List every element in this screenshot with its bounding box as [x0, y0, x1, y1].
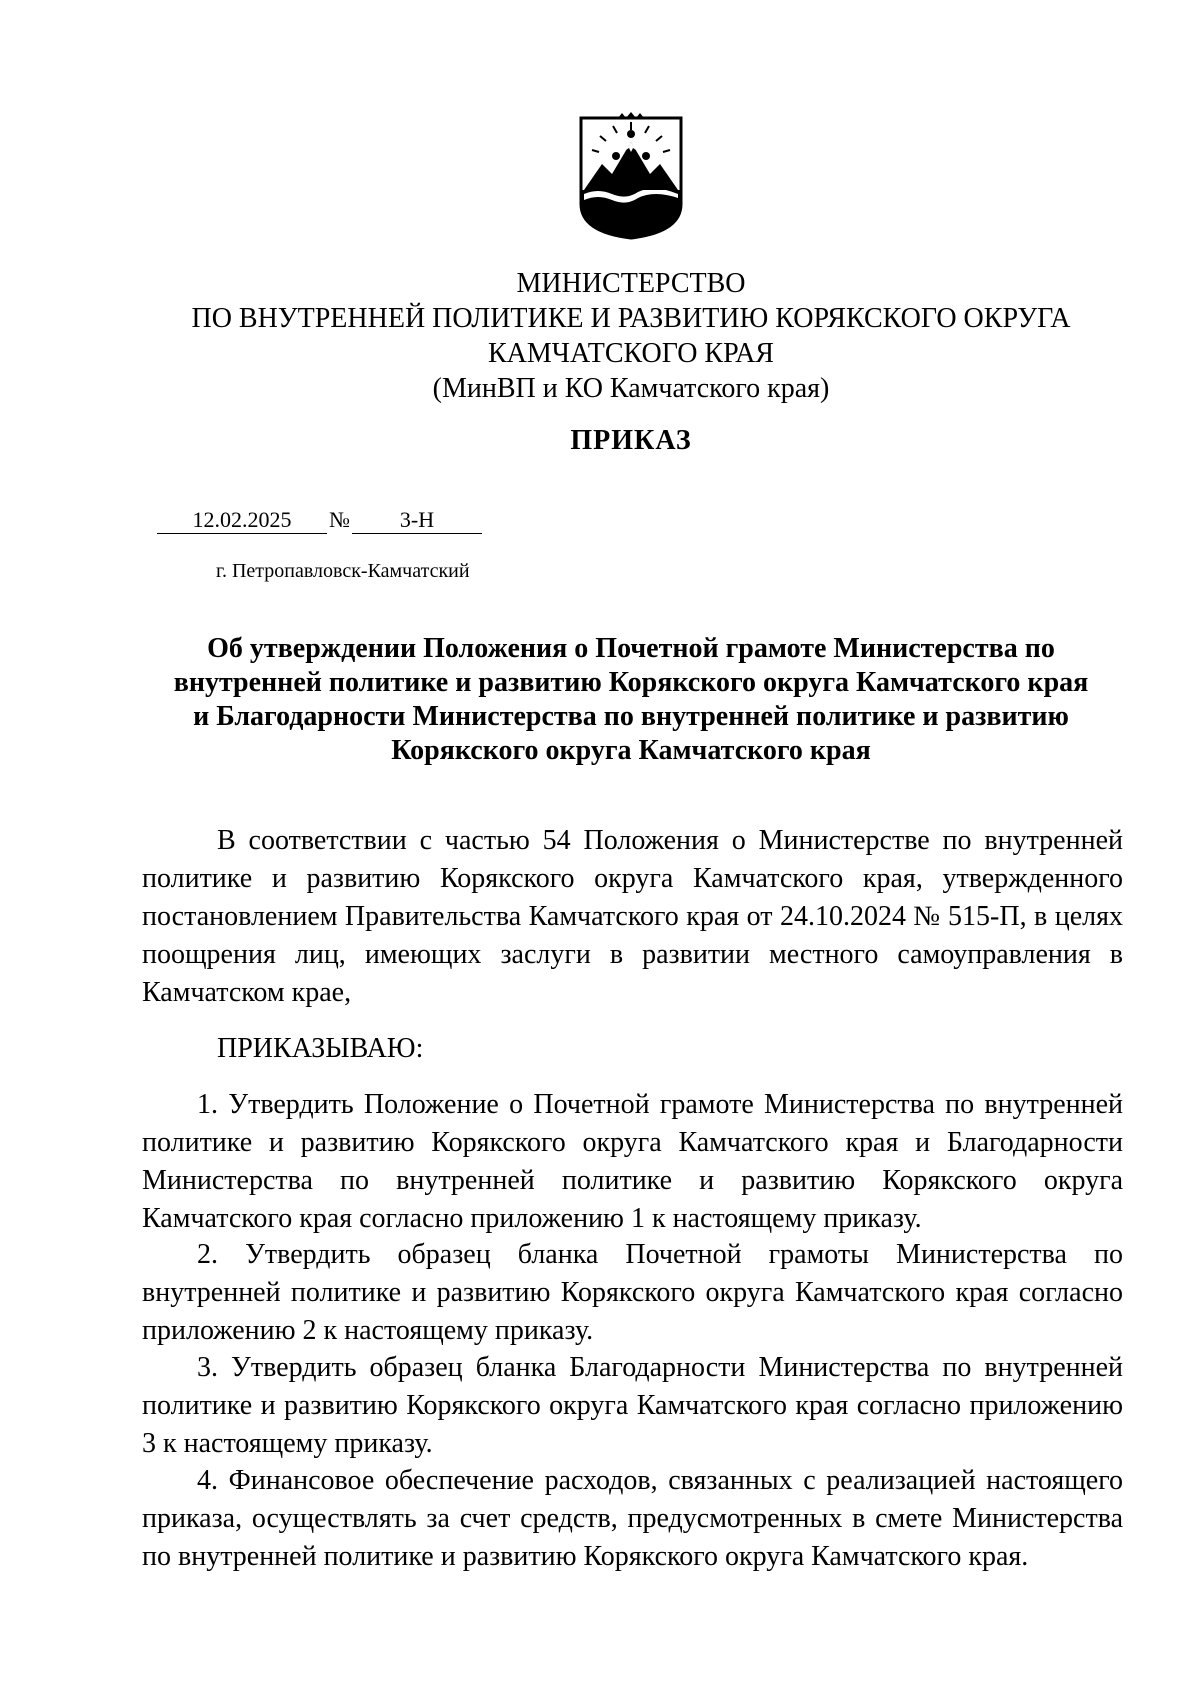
subject-line: Корякского округа Камчатского края	[391, 735, 871, 766]
order-subject	[140, 632, 1122, 768]
ministry-abbreviation: (МинВП и КО Камчатского края)	[432, 373, 830, 404]
number-sign: №	[329, 507, 350, 532]
order-number: 3-Н	[352, 507, 482, 534]
document-type-title: ПРИКАЗ	[570, 425, 692, 456]
order-directive-word: ПРИКАЗЫВАЮ:	[217, 1033, 424, 1064]
order-item-3: 3. Утвердить образец бланка Благодарности Министерства по внутренней политике и развитию Корякского округа Камчатского края согласно приложению 3 к настоящему приказу.	[142, 1352, 1123, 1459]
order-item-4: 4. Финансовое обеспечение расходов, связанных с реализацией настоящего приказа, осуществлять за счет средств, предусмотренных в смете Министерства по внутренней политике и развитию Корякского округа Камчатского края.	[142, 1465, 1123, 1572]
subject-line: и Благодарности Министерства по внутренней политике и развитию	[193, 701, 1069, 732]
order-item-1: 1. Утвердить Положение о Почетной грамоте Министерства по внутренней политике и развитию Корякского округа Камчатского края и Благодарности Министерства по внутренней политике и развитию Корякского округа Камчатского края согласно приложению 1 к настоящему приказу.	[142, 1089, 1123, 1234]
order-city: г. Петропавловск-Камчатский	[216, 560, 470, 582]
preamble-paragraph: В соответствии с частью 54 Положения о Министерстве по внутренней политике и развитию Корякского округа Камчатского края, утвержденного постановлением Правительства Камчатского края от 24.10.2024 № 515-П, в целях поощрения лиц, имеющих заслуги в развитии местного самоуправления в Камчатском крае,	[142, 825, 1123, 1008]
order-date: 12.02.2025	[157, 507, 327, 534]
ministry-title-line2: ПО ВНУТРЕННЕЙ ПОЛИТИКЕ И РАЗВИТИЮ КОРЯКСКОГО ОКРУГА	[191, 303, 1071, 334]
subject-line: внутренней политике и развитию Корякского округа Камчатского края	[173, 667, 1089, 698]
subject-line: Об утверждении Положения о Почетной грамоте Министерства по	[207, 633, 1055, 664]
ministry-title-line3: КАМЧАТСКОГО КРАЯ	[487, 338, 774, 369]
order-item-2: 2. Утвердить образец бланка Почетной грамоты Министерства по внутренней политике и развитию Корякского округа Камчатского края согласно приложению 2 к настоящему приказу.	[142, 1239, 1123, 1346]
order-date-number-row	[157, 506, 482, 534]
ministry-title-line1: МИНИСТЕРСТВО	[516, 268, 746, 299]
coat-of-arms-emblem	[578, 112, 684, 240]
